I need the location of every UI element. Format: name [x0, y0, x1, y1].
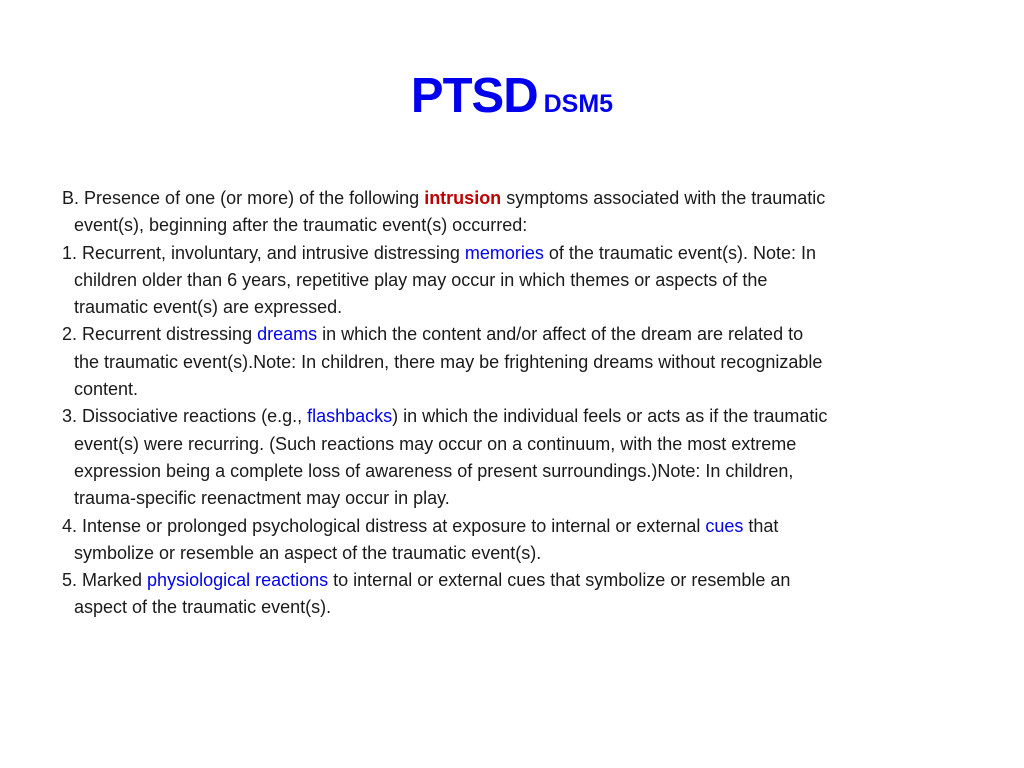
text-segment: 1. Recurrent, involuntary, and intrusive distressing	[62, 242, 465, 263]
slide-title	[0, 68, 1024, 124]
text-segment: 2. Recurrent distressing	[62, 324, 258, 345]
criterion-item	[62, 567, 992, 622]
text-line	[62, 212, 992, 239]
text-line	[62, 349, 992, 376]
text-line	[62, 485, 992, 512]
text-segment: that	[743, 515, 779, 536]
text-line	[62, 431, 992, 458]
text-line	[62, 267, 992, 294]
criteria-text	[62, 185, 992, 622]
highlighted-term: intrusion	[424, 188, 502, 208]
text-segment: aspect of the traumatic event(s).	[74, 597, 332, 618]
text-line	[62, 458, 992, 485]
text-line	[62, 240, 992, 267]
text-segment: to internal or external cues that symbolize or resemble an	[328, 570, 791, 591]
highlighted-term: flashbacks	[307, 406, 393, 427]
text-segment: 4. Intense or prolonged psychological distress at exposure to internal or external	[62, 515, 706, 536]
text-segment: B. Presence of one (or more) of the following	[62, 188, 425, 208]
text-line	[62, 294, 992, 321]
text-line	[62, 321, 992, 348]
highlighted-term: cues	[705, 515, 744, 536]
highlighted-term: physiological reactions	[147, 570, 329, 591]
text-line	[62, 185, 992, 212]
text-line	[62, 376, 992, 403]
text-segment: event(s), beginning after the traumatic event(s) occurred:	[74, 215, 528, 236]
highlighted-term: dreams	[257, 324, 318, 345]
text-segment: 3. Dissociative reactions (e.g.,	[62, 406, 308, 427]
text-segment: content.	[74, 379, 139, 400]
title-main: PTSD	[410, 69, 538, 123]
criterion-item	[62, 240, 992, 322]
highlighted-term: memories	[464, 242, 544, 263]
text-segment: of the traumatic event(s). Note: In	[543, 242, 816, 263]
text-segment: trauma-specific reenactment may occur in play.	[74, 488, 450, 509]
criterion-item	[62, 403, 992, 512]
text-segment: traumatic event(s) are expressed.	[74, 297, 343, 318]
text-segment: the traumatic event(s).Note: In children, there may be frightening dreams without recognizable	[74, 351, 823, 372]
text-line	[62, 403, 992, 430]
text-segment: in which the content and/or affect of the dream are related to	[317, 324, 804, 345]
text-segment: children older than 6 years, repetitive play may occur in which themes or aspects of the	[74, 269, 768, 290]
text-segment: event(s) were recurring. (Such reactions may occur on a continuum, with the most extreme	[74, 433, 797, 454]
text-line	[62, 513, 992, 540]
text-line	[62, 594, 992, 621]
text-segment: expression being a complete loss of awareness of present surroundings.)Note: In children,	[74, 460, 794, 481]
text-segment: 5. Marked	[62, 570, 148, 591]
criterion-item	[62, 321, 992, 403]
text-line	[62, 540, 992, 567]
criterion-item	[62, 513, 992, 568]
text-segment: ) in which the individual feels or acts as if the traumatic	[392, 406, 828, 427]
text-line	[62, 567, 992, 594]
criterion-intro	[62, 185, 992, 240]
title-subtitle: DSM5	[543, 90, 614, 118]
text-segment: symptoms associated with the traumatic	[501, 188, 826, 208]
text-segment: symbolize or resemble an aspect of the traumatic event(s).	[74, 542, 542, 563]
